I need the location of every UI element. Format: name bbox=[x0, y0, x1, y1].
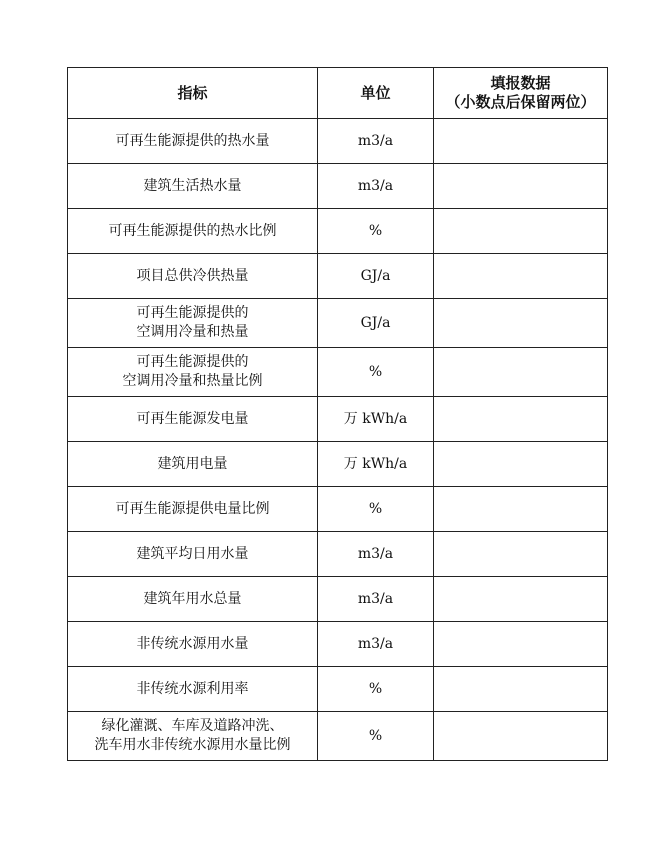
value-cell[interactable] bbox=[434, 254, 608, 299]
indicator-cell: 可再生能源提供的热水量 bbox=[68, 119, 318, 164]
unit-cell: GJ/a bbox=[318, 254, 434, 299]
unit-cell: % bbox=[318, 487, 434, 532]
unit-cell: GJ/a bbox=[318, 299, 434, 348]
indicator-cell: 可再生能源提供电量比例 bbox=[68, 487, 318, 532]
unit-cell: 万 kWh/a bbox=[318, 397, 434, 442]
unit-cell: m3/a bbox=[318, 119, 434, 164]
value-cell[interactable] bbox=[434, 667, 608, 712]
unit-cell: m3/a bbox=[318, 577, 434, 622]
table-row bbox=[68, 577, 608, 622]
indicator-cell: 可再生能源发电量 bbox=[68, 397, 318, 442]
indicator-cell: 可再生能源提供的 空调用冷量和热量 bbox=[68, 299, 318, 348]
value-cell[interactable] bbox=[434, 712, 608, 761]
table-row bbox=[68, 209, 608, 254]
document-sheet bbox=[67, 67, 607, 761]
indicator-cell: 建筑年用水总量 bbox=[68, 577, 318, 622]
unit-cell: m3/a bbox=[318, 164, 434, 209]
table-row bbox=[68, 164, 608, 209]
unit-cell: % bbox=[318, 348, 434, 397]
indicator-cell: 可再生能源提供的热水比例 bbox=[68, 209, 318, 254]
value-cell[interactable] bbox=[434, 532, 608, 577]
unit-cell: % bbox=[318, 667, 434, 712]
table-header-row bbox=[68, 68, 608, 119]
value-cell[interactable] bbox=[434, 577, 608, 622]
value-cell[interactable] bbox=[434, 442, 608, 487]
indicator-cell: 建筑生活热水量 bbox=[68, 164, 318, 209]
indicator-cell: 绿化灌溉、车库及道路冲洗、 洗车用水非传统水源用水量比例 bbox=[68, 712, 318, 761]
value-cell[interactable] bbox=[434, 209, 608, 254]
header-value: 填报数据 （小数点后保留两位） bbox=[434, 68, 608, 119]
unit-cell: % bbox=[318, 209, 434, 254]
unit-cell: m3/a bbox=[318, 532, 434, 577]
indicator-cell: 项目总供冷供热量 bbox=[68, 254, 318, 299]
table-row bbox=[68, 119, 608, 164]
value-cell[interactable] bbox=[434, 622, 608, 667]
table-row bbox=[68, 532, 608, 577]
table-row bbox=[68, 622, 608, 667]
unit-cell: m3/a bbox=[318, 622, 434, 667]
table-row bbox=[68, 348, 608, 397]
table-row bbox=[68, 712, 608, 761]
indicator-cell: 非传统水源用水量 bbox=[68, 622, 318, 667]
value-cell[interactable] bbox=[434, 119, 608, 164]
table-row bbox=[68, 667, 608, 712]
value-cell[interactable] bbox=[434, 487, 608, 532]
table-row bbox=[68, 397, 608, 442]
value-cell[interactable] bbox=[434, 299, 608, 348]
table-row bbox=[68, 442, 608, 487]
unit-cell: % bbox=[318, 712, 434, 761]
table-row bbox=[68, 487, 608, 532]
table-row bbox=[68, 299, 608, 348]
data-table bbox=[67, 67, 608, 761]
value-cell[interactable] bbox=[434, 164, 608, 209]
unit-cell: 万 kWh/a bbox=[318, 442, 434, 487]
indicator-cell: 建筑平均日用水量 bbox=[68, 532, 318, 577]
indicator-cell: 可再生能源提供的 空调用冷量和热量比例 bbox=[68, 348, 318, 397]
header-indicator: 指标 bbox=[68, 68, 318, 119]
table-row bbox=[68, 254, 608, 299]
value-cell[interactable] bbox=[434, 348, 608, 397]
header-unit: 单位 bbox=[318, 68, 434, 119]
indicator-cell: 非传统水源利用率 bbox=[68, 667, 318, 712]
indicator-cell: 建筑用电量 bbox=[68, 442, 318, 487]
value-cell[interactable] bbox=[434, 397, 608, 442]
